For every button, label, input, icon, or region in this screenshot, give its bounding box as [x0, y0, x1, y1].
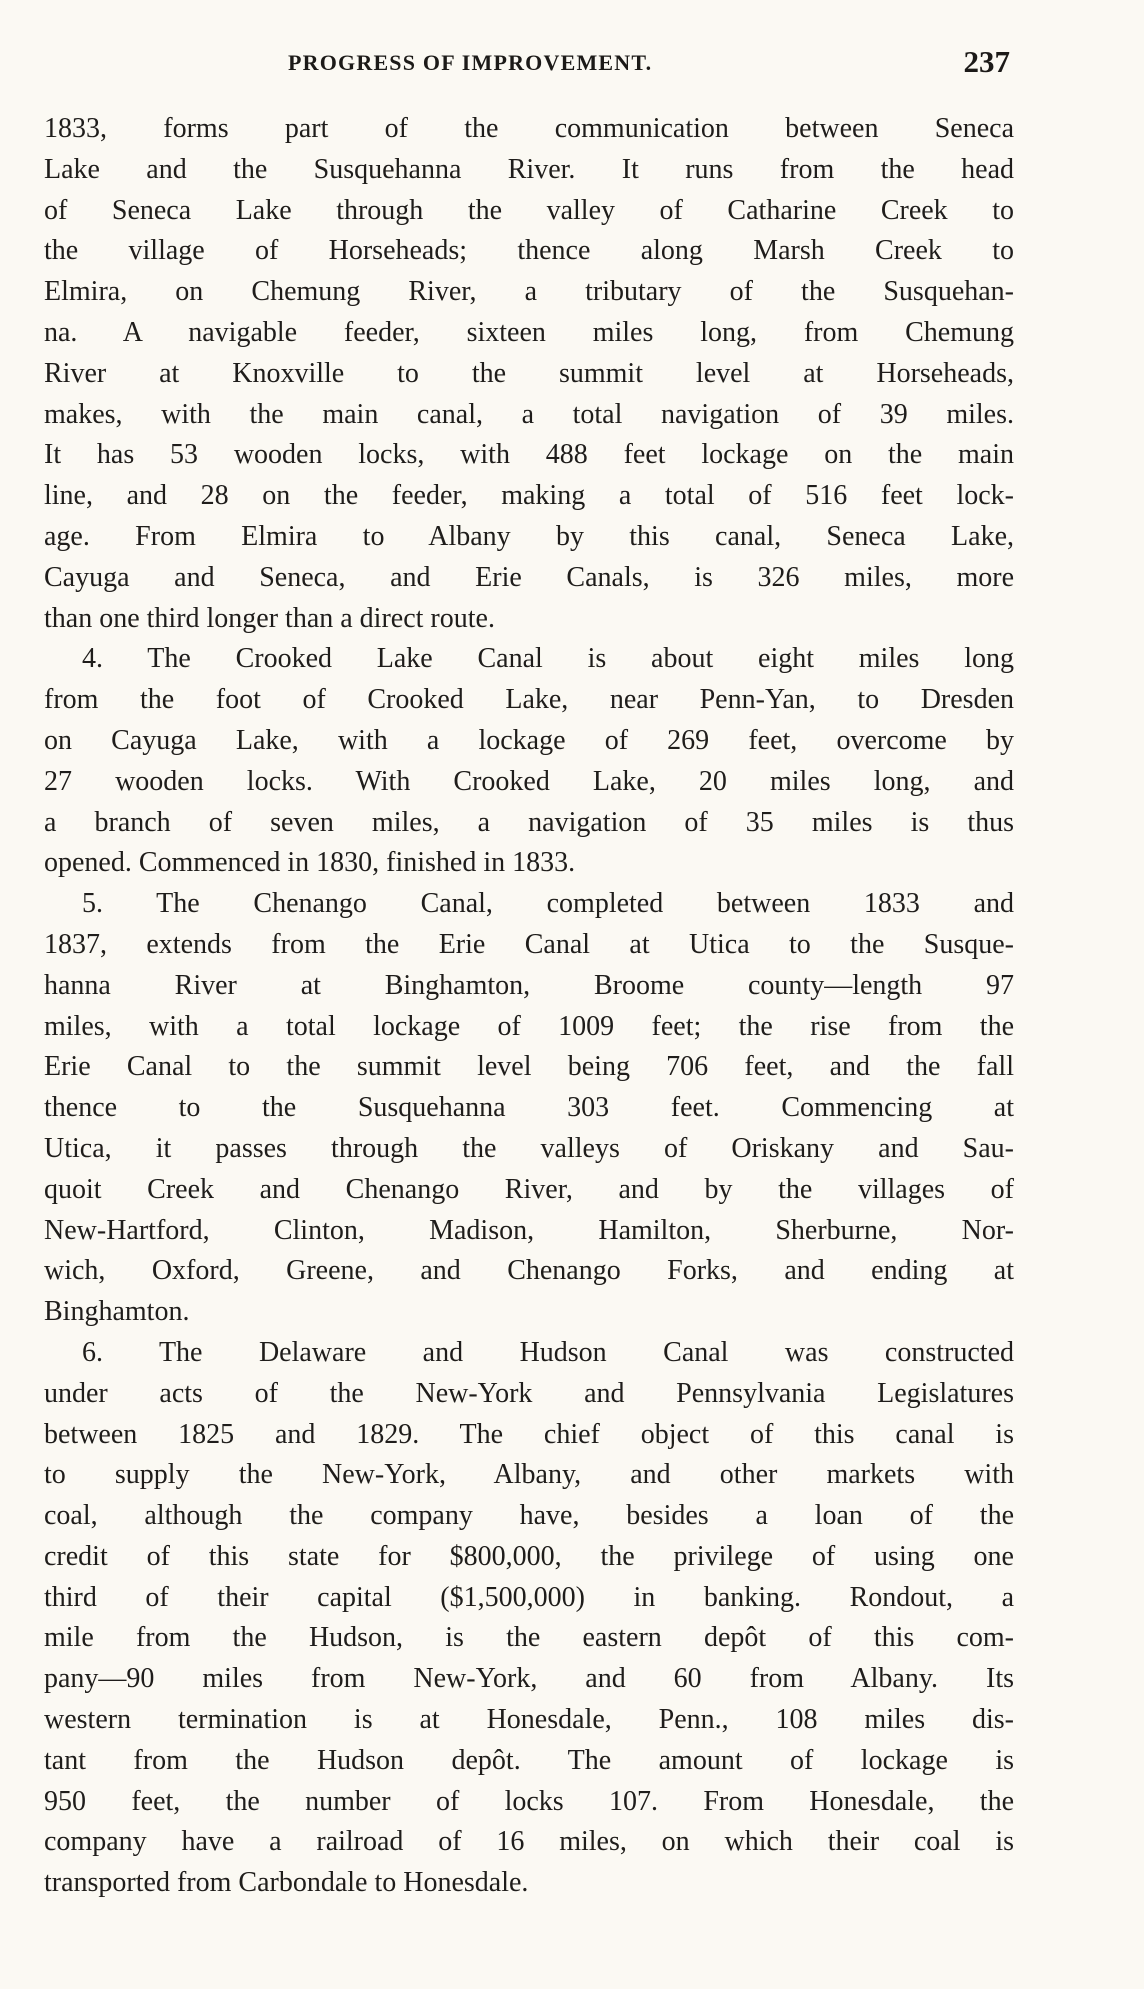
page-number: 237: [963, 44, 1010, 79]
text-line: thence to the Susquehanna 303 feet. Commencing at: [44, 1092, 1014, 1124]
paragraph-end-line: transported from Carbondale to Honesdale.: [44, 1867, 529, 1899]
running-title: PROGRESS OF IMPROVEMENT.: [288, 50, 653, 75]
text-line: Erie Canal to the summit level being 706 feet, and the fall: [44, 1051, 1014, 1083]
text-line: na. A navigable feeder, sixteen miles long, from Chemung: [44, 316, 1014, 348]
body-text: [44, 109, 1014, 1904]
paragraph-end-line: Binghamton.: [44, 1296, 190, 1328]
text-line: the village of Horseheads; thence along Marsh Creek to: [44, 235, 1014, 267]
paragraph-end-line: opened. Commenced in 1830, finished in 1833.: [44, 847, 576, 879]
text-line: Utica, it passes through the valleys of Oriskany and Sau-: [44, 1132, 1014, 1164]
text-line: tant from the Hudson depôt. The amount of lockage is: [44, 1744, 1014, 1776]
text-line: makes, with the main canal, a total navigation of 39 miles.: [44, 398, 1014, 430]
text-line: credit of this state for $800,000, the privilege of using one: [44, 1540, 1014, 1572]
text-line: hanna River at Binghamton, Broome county—length 97: [44, 969, 1014, 1001]
text-line: River at Knoxville to the summit level at Horseheads,: [44, 357, 1014, 389]
running-head: [44, 44, 1010, 84]
text-line: quoit Creek and Chenango River, and by the villages of: [44, 1173, 1014, 1205]
text-line: line, and 28 on the feeder, making a total of 516 feet lock-: [44, 480, 1014, 512]
text-line: under acts of the New-York and Pennsylvania Legislatures: [44, 1377, 1014, 1409]
text-line: age. From Elmira to Albany by this canal, Seneca Lake,: [44, 520, 1014, 552]
text-line: from the foot of Crooked Lake, near Penn-Yan, to Dresden: [44, 684, 1014, 716]
text-line: on Cayuga Lake, with a lockage of 269 feet, overcome by: [44, 724, 1014, 756]
text-line: between 1825 and 1829. The chief object of this canal is: [44, 1418, 1014, 1450]
text-line: to supply the New-York, Albany, and other markets with: [44, 1459, 1014, 1491]
text-line: New-Hartford, Clinton, Madison, Hamilton, Sherburne, Nor-: [44, 1214, 1014, 1246]
text-line: wich, Oxford, Greene, and Chenango Forks, and ending at: [44, 1255, 1014, 1287]
section-6-start-line: 6. The Delaware and Hudson Canal was constructed: [82, 1336, 1014, 1368]
text-line: Elmira, on Chemung River, a tributary of the Susquehan-: [44, 276, 1014, 308]
text-line: company have a railroad of 16 miles, on which their coal is: [44, 1826, 1014, 1858]
text-line: Lake and the Susquehanna River. It runs from the head: [44, 153, 1014, 185]
text-line: 1837, extends from the Erie Canal at Utica to the Susque-: [44, 928, 1014, 960]
text-line: western termination is at Honesdale, Penn., 108 miles dis-: [44, 1704, 1014, 1736]
text-line: pany—90 miles from New-York, and 60 from Albany. Its: [44, 1663, 1014, 1695]
text-line: coal, although the company have, besides a loan of the: [44, 1500, 1014, 1532]
text-line: of Seneca Lake through the valley of Catharine Creek to: [44, 194, 1014, 226]
paragraph-end-line: than one third longer than a direct route.: [44, 602, 495, 634]
text-line: miles, with a total lockage of 1009 feet; the rise from the: [44, 1010, 1014, 1042]
text-line: a branch of seven miles, a navigation of 35 miles is thus: [44, 806, 1014, 838]
text-line: mile from the Hudson, is the eastern depôt of this com-: [44, 1622, 1014, 1654]
text-line: 27 wooden locks. With Crooked Lake, 20 miles long, and: [44, 765, 1014, 797]
text-line: It has 53 wooden locks, with 488 feet lockage on the main: [44, 439, 1014, 471]
text-line: 950 feet, the number of locks 107. From Honesdale, the: [44, 1785, 1014, 1817]
text-line: third of their capital ($1,500,000) in banking. Rondout, a: [44, 1581, 1014, 1613]
section-4-start-line: 4. The Crooked Lake Canal is about eight miles long: [82, 643, 1014, 675]
section-5-start-line: 5. The Chenango Canal, completed between 1833 and: [82, 888, 1014, 920]
text-line: Cayuga and Seneca, and Erie Canals, is 326 miles, more: [44, 561, 1014, 593]
text-line: 1833, forms part of the communication between Seneca: [44, 113, 1014, 144]
